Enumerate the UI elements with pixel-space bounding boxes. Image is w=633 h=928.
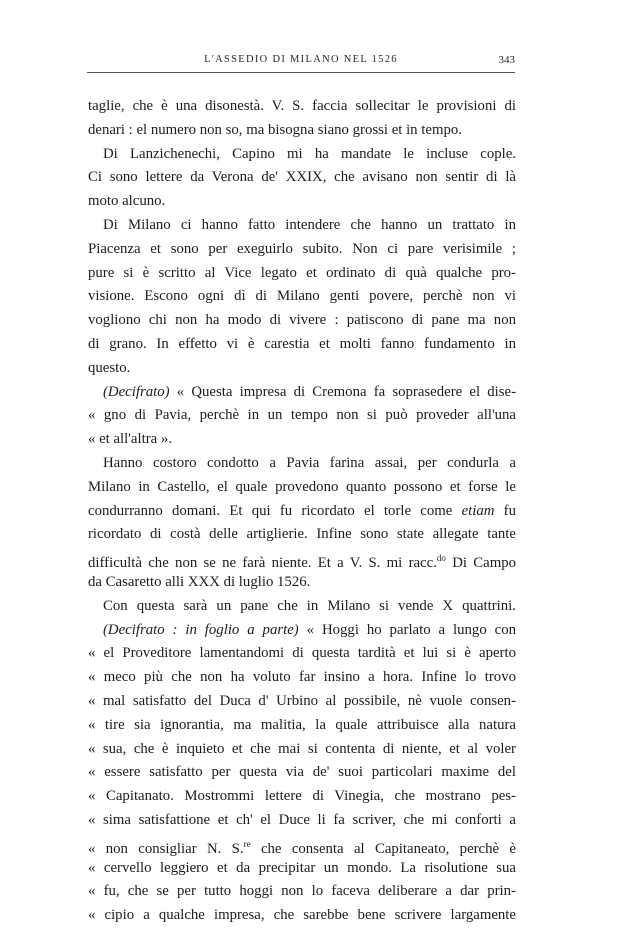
running-header <box>87 54 515 76</box>
text-line: « meco più che non ha voluto far insino a hora. Infine lo trovo <box>88 669 516 686</box>
text-line: difficultà che non se ne farà niente. Et a V. S. mi racc.$^{do}$ Di Campo <box>88 553 516 571</box>
text-line: « Capitanato. Mostrommi lettere di Vinegia, che mostrano pes- <box>88 788 516 805</box>
decifrato-label: (Decifrato : in foglio a parte) <box>103 621 299 638</box>
page-number: 343 <box>498 54 515 66</box>
text-line: Milano in Castello, el quale provedono quanto possono et forse le <box>88 478 516 495</box>
text-line: denari : el numero non so, ma bisogna siano grossi et in tempo. <box>88 121 462 138</box>
text-line: « tire sia ignorantia, ma malitia, la quale attribuisce alla natura <box>88 716 516 733</box>
superscript: re <box>243 838 251 849</box>
text-line: da Casaretto alli XXX di luglio 1526. <box>88 573 311 590</box>
superscript: do <box>436 553 446 564</box>
text-line: ricordato di costà delle artiglierie. Infine sono state allegate tante <box>88 526 516 543</box>
text-line: « sima satisfattione et ch' el Duce li fa scriver, che mi conforti a <box>88 811 516 828</box>
text-line: di grano. In effetto vi è carestia et molti fanno fundamento in <box>88 335 516 352</box>
text-line: Di Lanzichenechi, Capino mi ha mandate le incluse cople. <box>103 145 516 162</box>
text-line: « el Proveditore lamentandomi di questa tardità et lui si è aperto <box>88 645 516 662</box>
text-line: visione. Escono ogni dì di Milano genti povere, perchè non vi <box>88 288 516 305</box>
text-line: condurranno domani. Et qui fu ricordato el torle come etiam fu <box>88 502 516 519</box>
text-line: (Decifrato : in foglio a parte) « Hoggi ho parlato a lungo con <box>103 621 516 638</box>
text-line: Ci sono lettere da Verona de' XXIX, che avisano non sentir di là <box>88 169 516 186</box>
header-rule <box>87 72 515 73</box>
text-line: « non consigliar N. S.$^{re}$ che consenta al Capitaneato, perchè è <box>88 838 516 857</box>
text-line: « cervello leggiero et da precipitar un mondo. La risolutione sua <box>88 859 516 876</box>
text-line: Di Milano ci hanno fatto intendere che hanno un trattato in <box>103 216 516 233</box>
text-line: moto alcuno. <box>88 193 166 210</box>
italic-word: etiam <box>461 502 495 519</box>
text-line: (Decifrato) « Questa impresa di Cremona fa soprasedere el dise- <box>103 383 516 400</box>
text-line: Hanno costoro condotto a Pavia farina assai, per condurla a <box>103 454 516 471</box>
text-line: taglie, che è una disonestà. V. S. faccia sollecitar le provisioni di <box>88 98 516 114</box>
text-line: questo. <box>88 359 131 376</box>
text-line: « cipio a qualche impresa, che sarebbe bene scrivere largamente <box>88 907 516 924</box>
body-text <box>88 95 516 928</box>
text-line: « essere satisfatto per questa via de' suoi particolari maxime del <box>88 764 516 781</box>
text-line: pure si è scritto al Vice legato et ordinato di quà qualche pro- <box>88 264 516 281</box>
text-line: « mal satisfatto del Duca d' Urbino al possibile, nè vuole consen- <box>88 692 516 709</box>
text-line: vogliono chi non ha modo di vivere : patiscono di pane ma non <box>88 312 516 329</box>
text-line: « sua, che è inquieto et che mai si contenta di niente, et al voler <box>88 740 516 757</box>
text-line: Piacenza et sono per exeguirlo subito. Non ci pare verisimile ; <box>88 240 516 257</box>
text-line: « gno di Pavia, perchè in un tempo non si può proveder all'una <box>88 407 516 424</box>
text-line: « fu, che se per tutto hoggi non lo faceva deliberare a dar prin- <box>88 883 516 900</box>
decifrato-label: (Decifrato) <box>103 383 170 400</box>
text-line: Con questa sarà un pane che in Milano si vende X quattrini. <box>103 597 516 614</box>
text-line: « et all'altra ». <box>88 431 173 448</box>
running-title: L'ASSEDIO DI MILANO NEL 1526 <box>204 54 398 65</box>
